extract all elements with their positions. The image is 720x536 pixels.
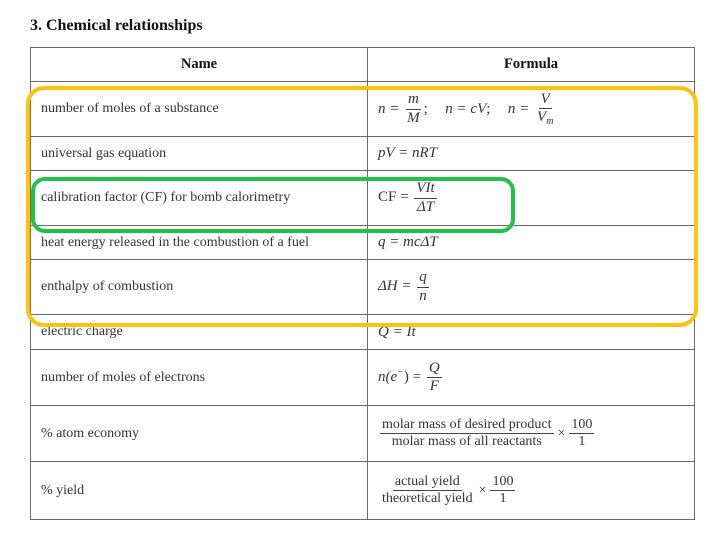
fraction-numerator: m: [406, 91, 421, 109]
column-header-formula: Formula: [368, 48, 695, 82]
fraction-numerator: actual yield: [393, 474, 462, 491]
fraction-denominator: 1: [578, 434, 586, 449]
row-name: % atom economy: [31, 406, 368, 462]
fraction-denominator: molar mass of all reactants: [391, 434, 542, 449]
formula-heat-energy: q = mcΔT: [368, 226, 695, 260]
table-row: [31, 350, 695, 406]
fraction-denominator: theoretical yield: [382, 491, 473, 506]
fraction-numerator: 100: [490, 474, 515, 491]
column-header-name: Name: [31, 48, 368, 82]
formula-lhs: CF =: [378, 189, 409, 206]
fraction-denominator: n: [419, 287, 427, 304]
table-row: [31, 406, 695, 462]
formula-separator: ;: [486, 100, 491, 117]
fraction-denominator: 1: [499, 491, 507, 506]
fraction-denominator: M: [407, 109, 420, 126]
fraction-numerator: molar mass of desired product: [380, 417, 554, 434]
row-name: electric charge: [31, 315, 368, 350]
row-name: enthalpy of combustion: [31, 260, 368, 315]
table-header-row: [31, 48, 695, 82]
fraction: [569, 417, 594, 450]
fraction-numerator: q: [417, 269, 429, 287]
formula-lhs-tail: ) =: [403, 368, 422, 385]
formula-part: n =: [378, 100, 400, 117]
row-name: number of moles of electrons: [31, 350, 368, 406]
formula-lhs: ΔH =: [378, 278, 412, 295]
row-name: calibration factor (CF) for bomb calorimetry: [31, 171, 368, 226]
formula-part: n =: [507, 100, 530, 117]
row-name: number of moles of a substance: [31, 82, 368, 137]
table-row: [31, 462, 695, 520]
fraction-numerator: 100: [569, 417, 594, 434]
fraction-numerator: Q: [427, 360, 442, 378]
formula-superscript: −: [397, 366, 404, 378]
times-sign: ×: [478, 482, 487, 498]
formula-electric-charge: Q = It: [368, 315, 695, 350]
fraction-denominator: F: [429, 378, 439, 394]
fraction-numerator: VIt: [414, 180, 436, 198]
highlight-box-green: [31, 177, 515, 233]
formula-separator: ;: [423, 100, 428, 117]
fraction-numerator: V: [539, 91, 552, 109]
denominator-subscript: m: [546, 115, 554, 127]
formula-lhs: n(e: [378, 368, 398, 385]
denominator-base: V: [537, 108, 547, 125]
formula-atom-economy: [368, 406, 695, 462]
row-name: universal gas equation: [31, 137, 368, 171]
fraction: [490, 474, 515, 507]
section-heading: 3. Chemical relationships: [30, 17, 203, 34]
fraction: [380, 417, 554, 450]
row-name: % yield: [31, 462, 368, 520]
fraction-denominator: ΔT: [416, 198, 435, 215]
fraction: [380, 474, 475, 507]
fraction: [427, 360, 442, 396]
formula-moles-electrons: [368, 350, 695, 406]
formula-gas-equation: pV = nRT: [368, 137, 695, 171]
formula-part: n = cV: [445, 100, 487, 117]
times-sign: ×: [557, 425, 566, 441]
formula-percent-yield: [368, 462, 695, 520]
row-name: heat energy released in the combustion of a fuel: [31, 226, 368, 260]
